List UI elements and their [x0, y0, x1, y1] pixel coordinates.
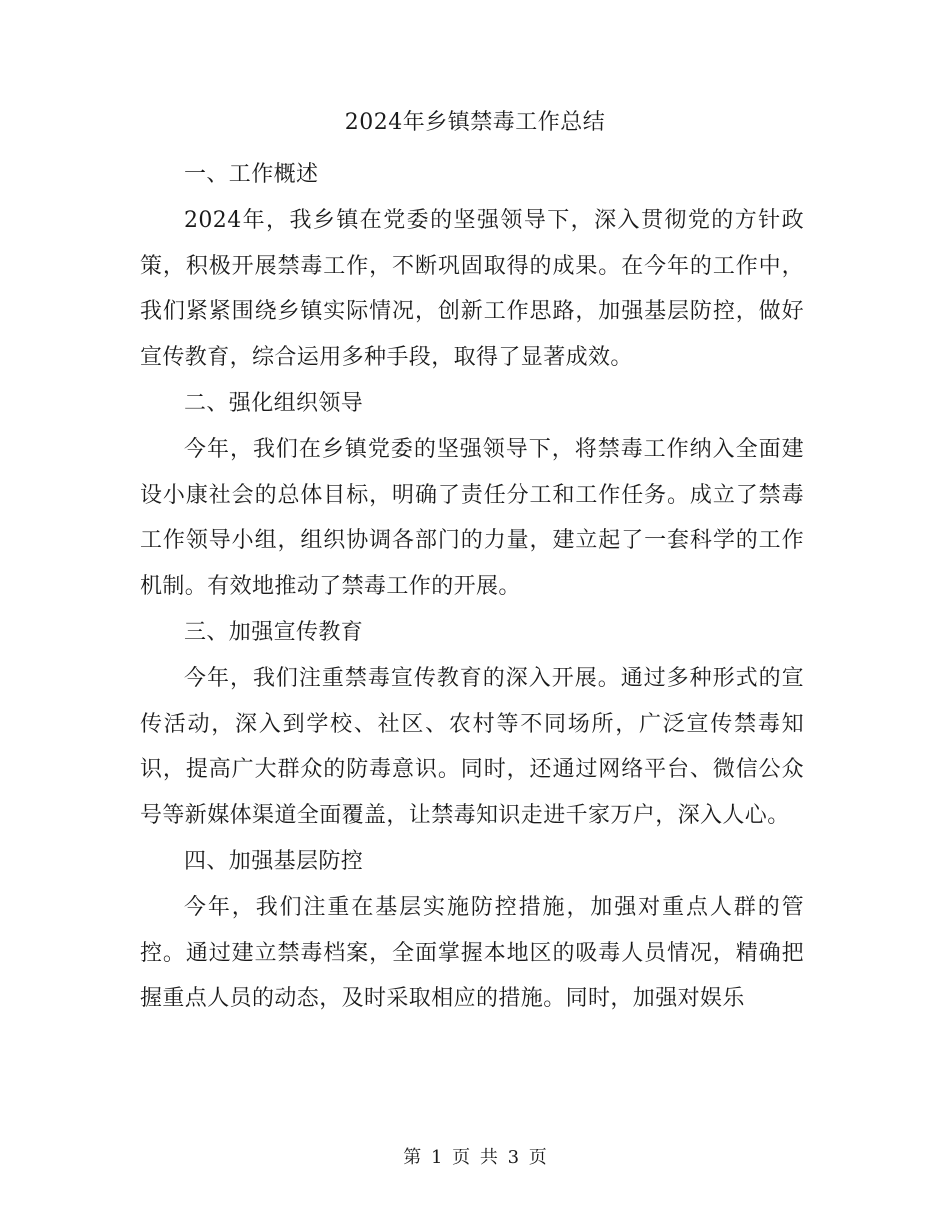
section-heading-leadership: 二、强化组织领导 — [184, 390, 364, 416]
document-body — [140, 152, 804, 1022]
section-paragraph-leadership: 今年，我们在乡镇党委的坚强领导下，将禁毒工作纳入全面建设小康社会的总体目标，明确了责任分工和工作任务。成立了禁毒工作领导小组，组织协调各部门的力量，建立起了一套科学的工作机制。有效地推动了禁毒工作的开展。 — [140, 436, 804, 600]
section-heading-publicity: 三、加强宣传教育 — [184, 619, 364, 645]
section-paragraph-publicity: 今年，我们注重禁毒宣传教育的深入开展。通过多种形式的宣传活动，深入到学校、社区、农村等不同场所，广泛宣传禁毒知识，提高广大群众的防毒意识。同时，还通过网络平台、微信公众号等新媒体渠道全面覆盖，让禁毒知识走进千家万户，深入人心。 — [140, 665, 804, 829]
document-title: 2024年乡镇禁毒工作总结 — [344, 110, 606, 135]
page-number-footer: 第 1 页 共 3 页 — [403, 1147, 547, 1168]
section-heading-grassroots: 四、加强基层防控 — [184, 848, 364, 874]
section-heading-overview: 一、工作概述 — [184, 162, 319, 187]
section-paragraph-overview: 2024年，我乡镇在党委的坚强领导下，深入贯彻党的方针政策，积极开展禁毒工作，不断巩固取得的成果。在今年的工作中，我们紧紧围绕乡镇实际情况，创新工作思路，加强基层防控，做好宣传教育，综合运用多种手段，取得了显著成效。 — [140, 207, 804, 371]
section-paragraph-grassroots: 今年，我们注重在基层实施防控措施，加强对重点人群的管控。通过建立禁毒档案，全面掌握本地区的吸毒人员情况，精确把握重点人员的动态，及时采取相应的措施。同时，加强对娱乐 — [140, 894, 804, 1012]
